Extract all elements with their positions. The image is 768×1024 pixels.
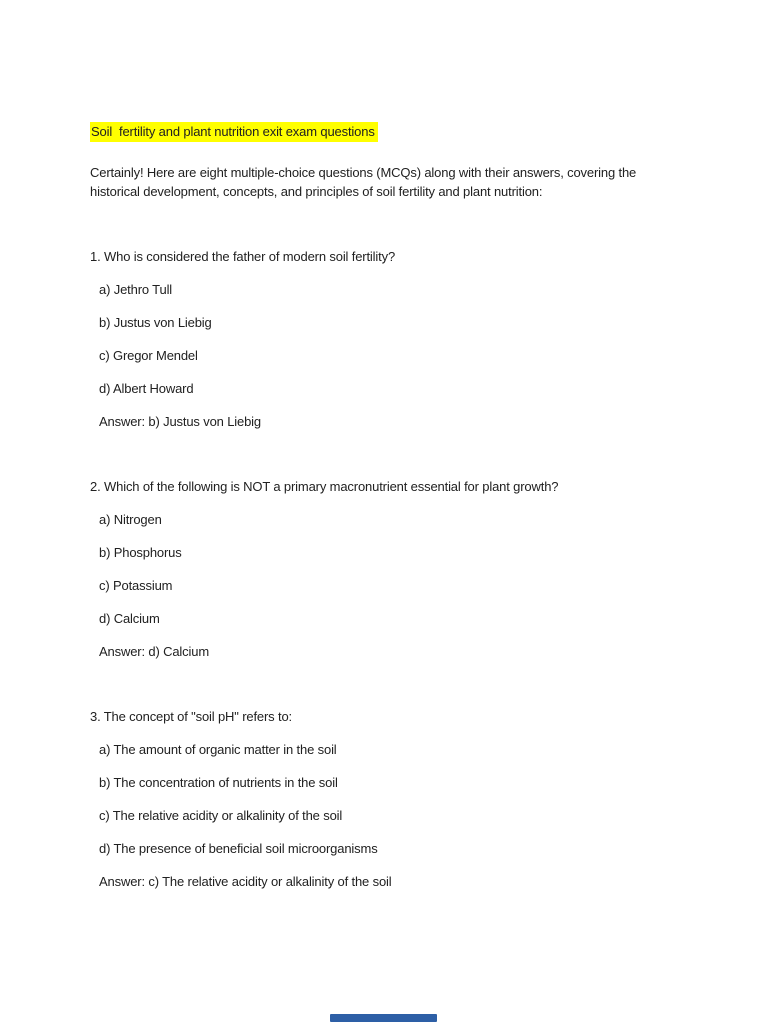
question-text: 1. Who is considered the father of modern soil fertility? bbox=[90, 249, 396, 264]
option-a: a) Jethro Tull bbox=[99, 282, 173, 297]
option-c: c) The relative acidity or alkalinity of the soil bbox=[99, 808, 343, 823]
page-scroll-indicator[interactable] bbox=[330, 1014, 437, 1022]
option-a: a) Nitrogen bbox=[99, 512, 162, 527]
answer-text: Answer: c) The relative acidity or alkalinity of the soil bbox=[99, 874, 392, 889]
question-text: 3. The concept of "soil pH" refers to: bbox=[90, 709, 293, 724]
intro-line-2: historical development, concepts, and principles of soil fertility and plant nutrition: bbox=[90, 184, 543, 199]
option-b: b) Phosphorus bbox=[99, 545, 182, 560]
option-a: a) The amount of organic matter in the soil bbox=[99, 742, 337, 757]
highlighted-title-text: Soil fertility and plant nutrition exit exam questions bbox=[90, 122, 378, 142]
answer-text: Answer: b) Justus von Liebig bbox=[99, 414, 261, 429]
option-b: b) Justus von Liebig bbox=[99, 315, 212, 330]
option-d: d) Albert Howard bbox=[99, 381, 194, 396]
intro-line-1: Certainly! Here are eight multiple-choice questions (MCQs) along with their answers, covering the bbox=[90, 165, 637, 180]
option-c: c) Gregor Mendel bbox=[99, 348, 198, 363]
document-title bbox=[90, 122, 728, 142]
question-block-3 bbox=[90, 707, 728, 891]
option-d: d) The presence of beneficial soil microorganisms bbox=[99, 841, 378, 856]
intro-paragraph bbox=[90, 163, 728, 201]
question-block-2 bbox=[90, 477, 728, 661]
question-text: 2. Which of the following is NOT a primary macronutrient essential for plant growth? bbox=[90, 479, 559, 494]
answer-text: Answer: d) Calcium bbox=[99, 644, 209, 659]
option-d: d) Calcium bbox=[99, 611, 160, 626]
question-block-1 bbox=[90, 247, 728, 431]
option-c: c) Potassium bbox=[99, 578, 173, 593]
option-b: b) The concentration of nutrients in the soil bbox=[99, 775, 338, 790]
